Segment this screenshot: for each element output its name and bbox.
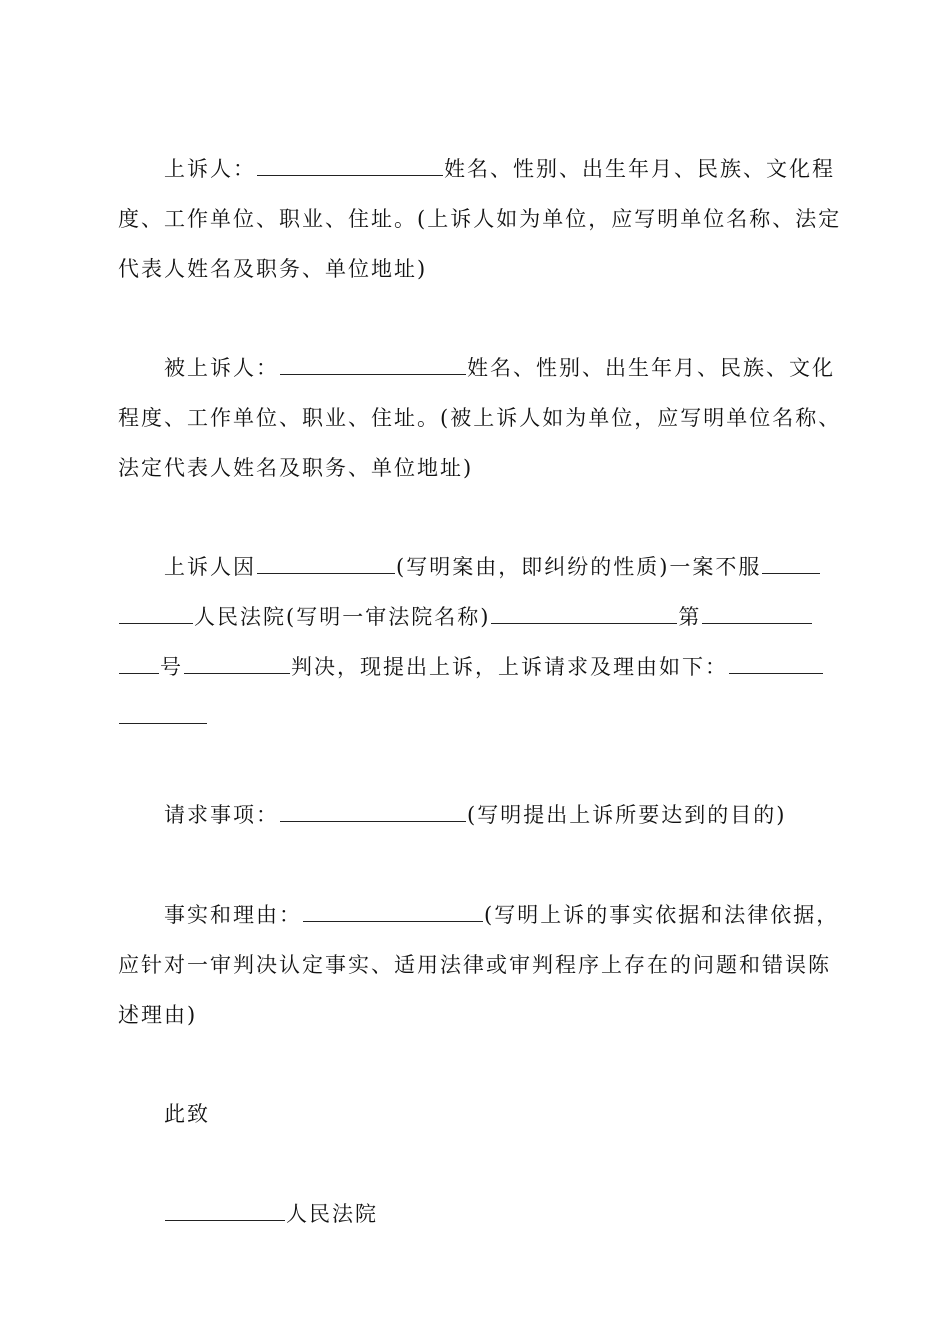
appellant-label: 上诉人：: [164, 157, 256, 181]
closing-salutation: 此致: [164, 1102, 210, 1126]
judgment-type-blank[interactable]: [184, 653, 290, 674]
appeal-content-blank-start[interactable]: [729, 653, 823, 674]
facts-line-3: 述理由): [118, 1003, 198, 1027]
closing-court-suffix: 人民法院: [286, 1202, 378, 1226]
appellee-line-3: 法定代表人姓名及职务、单位地址): [118, 456, 474, 480]
appellant-blank[interactable]: [257, 155, 443, 176]
appeal-reason-section: [118, 542, 834, 742]
facts-blank[interactable]: [303, 901, 483, 922]
appellant-description: 姓名、性别、出生年月、民族、文化程: [444, 157, 835, 181]
claims-note: (写明提出上诉所要达到的目的): [467, 803, 787, 827]
appellant-line-2: 度、工作单位、职业、住址。(上诉人如为单位，应写明单位名称、法定: [118, 207, 842, 231]
appeal-reason-line-1: [118, 542, 834, 592]
claims-line-1: [118, 790, 834, 840]
court-name-blank[interactable]: [165, 1200, 285, 1221]
court-name-blank-end[interactable]: [119, 603, 193, 624]
closing-salutation-block: [118, 1089, 834, 1139]
closing-court-line: [118, 1189, 834, 1239]
appeal-reason-part-4: 第: [678, 605, 702, 629]
case-year-blank[interactable]: [491, 603, 677, 624]
case-number-blank-start[interactable]: [702, 603, 812, 624]
appellee-description: 姓名、性别、出生年月、民族、文化: [467, 356, 835, 380]
appellee-label: 被上诉人：: [164, 356, 279, 380]
appeal-reason-part-5: 号: [160, 655, 183, 679]
appeal-content-blank-end[interactable]: [119, 703, 207, 724]
appellee-line-2: 程度、工作单位、职业、住址。(被上诉人如为单位，应写明单位名称、: [118, 406, 842, 430]
appeal-reason-part-1: 上诉人因: [164, 555, 256, 579]
case-number-blank-end[interactable]: [119, 653, 159, 674]
court-name-blank-start[interactable]: [762, 553, 820, 574]
facts-note: (写明上诉的事实依据和法律依据，: [484, 903, 840, 927]
appellant-line-1: [118, 144, 834, 194]
appeal-reason-line-2: [118, 592, 834, 642]
appeal-reason-part-3: 人民法院(写明一审法院名称): [194, 605, 491, 629]
facts-line-2: 应针对一审判决认定事实、适用法律或审判程序上存在的问题和错误陈: [118, 953, 831, 977]
facts-label: 事实和理由：: [164, 903, 302, 927]
appellant-section: [118, 144, 842, 294]
facts-line-1: [118, 890, 840, 940]
appellant-line-3: 代表人姓名及职务、单位地址): [118, 257, 428, 281]
appeal-reason-part-2: (写明案由，即纠纷的性质)一案不服: [396, 555, 762, 579]
appellee-line-1: [118, 343, 834, 393]
appeal-reason-line-4: [118, 692, 834, 742]
closing-court-block: [118, 1189, 834, 1239]
appeal-reason-line-3: [118, 642, 834, 692]
facts-section: [118, 890, 840, 1040]
claims-section: [118, 790, 834, 840]
case-cause-blank[interactable]: [257, 553, 395, 574]
claims-label: 请求事项：: [164, 803, 279, 827]
appeal-reason-part-6: 判决，现提出上诉，上诉请求及理由如下：: [291, 655, 728, 679]
claims-blank[interactable]: [280, 801, 466, 822]
appellee-blank[interactable]: [280, 354, 466, 375]
appellee-section: [118, 343, 842, 493]
